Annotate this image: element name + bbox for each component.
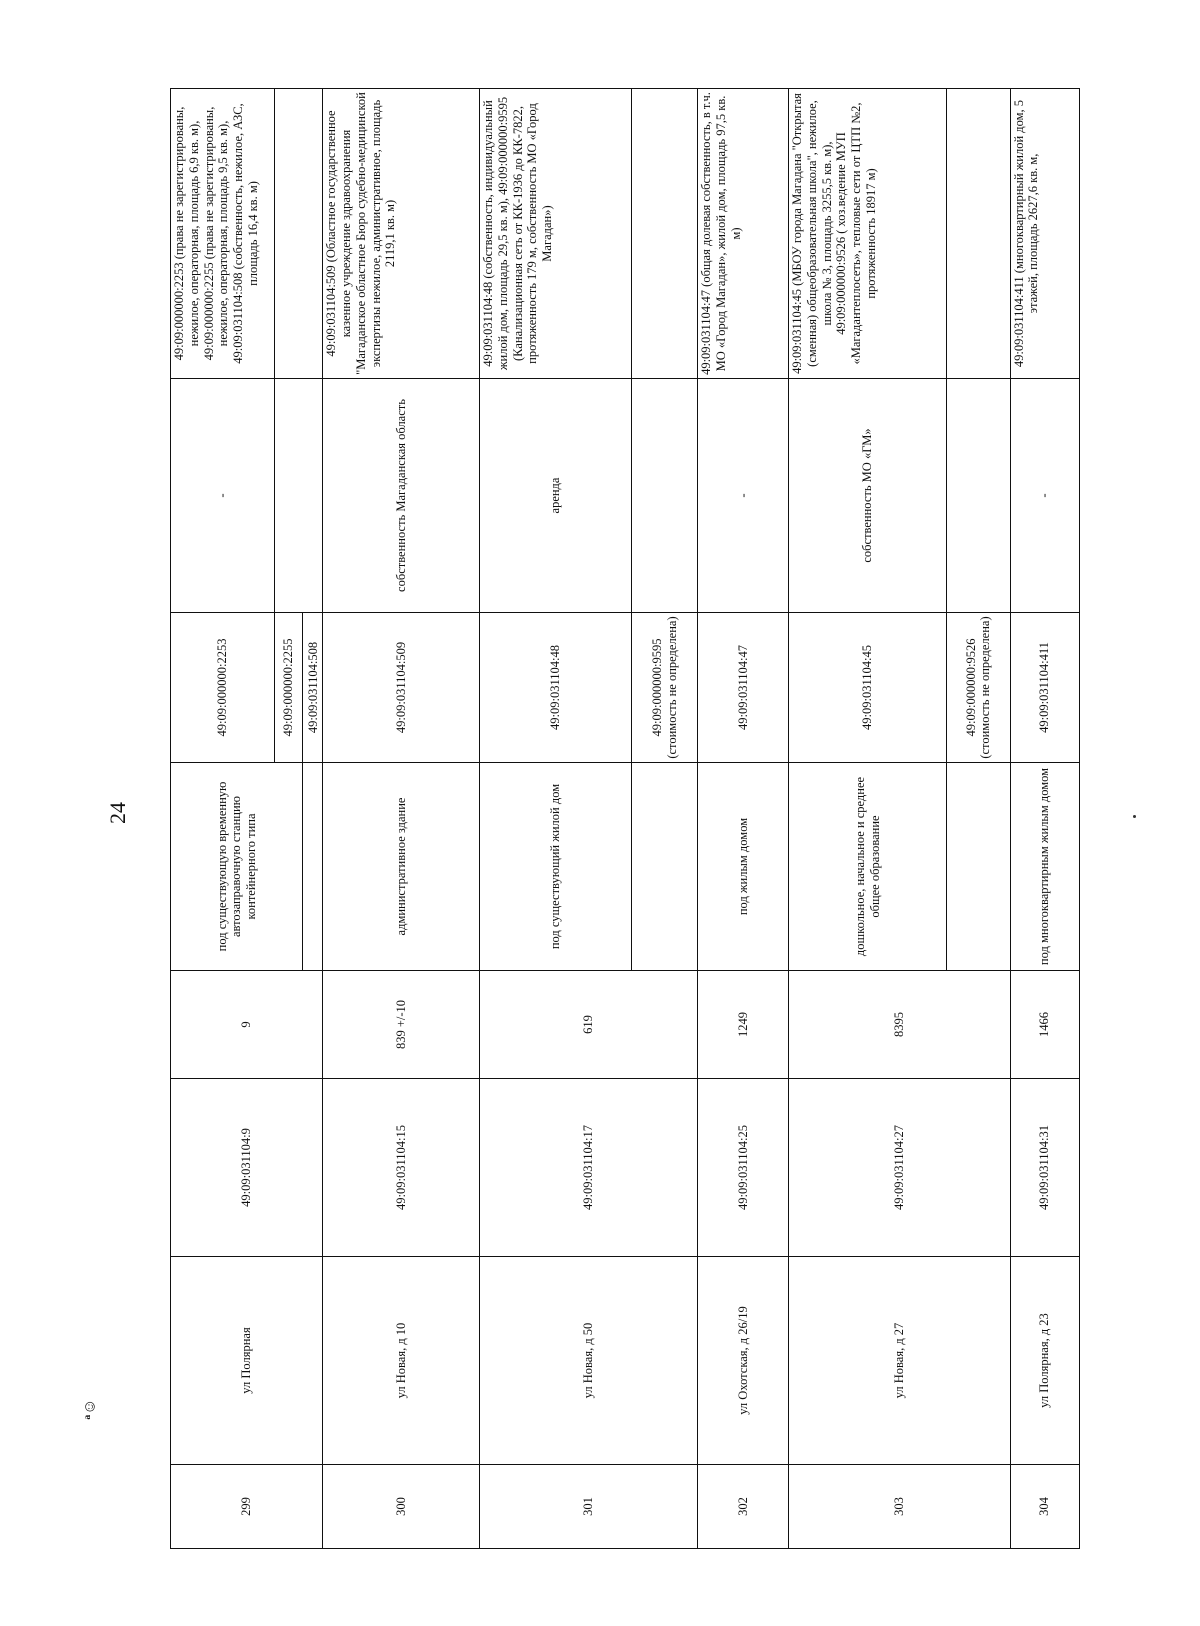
land-cadastral-number: 49:09:031104:9 [171,1079,323,1257]
object-cadastral-number: 49:09:031104:411 [1010,613,1079,763]
object-cadastral-number: 49:09:000000:2255 [274,613,302,763]
land-cadastral-number: 49:09:031104:25 [698,1079,789,1257]
purpose-cell: под многоквартирным жилым домом [1010,763,1079,971]
area-cell: 1466 [1010,971,1079,1079]
right-cell: аренда [480,379,632,613]
address-cell: ул Новая, д 10 [323,1257,480,1465]
table-row [1010,89,1079,1549]
row-number: 302 [698,1465,789,1549]
note-cell: 49:09:031104:45 (МБОУ города Магадана "Открытая (сменная) общеобразовательная школа", нежилое, школа № 3, площадь 3255,5 кв. м), 49:09:000000:9526 ( хоз.ведение МУП «Магадантеплосеть», тепловые сети от ЦТП №2, протяженность 18917 м) [789,89,947,379]
page-number: 24 [105,802,130,824]
address-cell: ул Новая, д 50 [480,1257,698,1465]
note-cell: 49:09:031104:509 (Областное государственное казенное учреждение здравоохранения "Магаданское областное Бюро судебно-медицинской экспертизы нежилое, административное, площадь 2119,1 кв. м) [323,89,480,379]
table-row [171,89,275,1549]
right-cell: - [171,379,275,613]
right-cell: собственность МО «ГМ» [789,379,947,613]
land-cadastral-number: 49:09:031104:31 [1010,1079,1079,1257]
address-cell: ул Охотская, д 26/19 [698,1257,789,1465]
address-cell: ул Новая, д 27 [789,1257,1010,1465]
object-cadastral-number: 49:09:031104:45 [789,613,947,763]
area-cell: 1249 [698,971,789,1079]
object-cadastral-number: 49:09:000000:9595 (стоимость не определена) [632,613,698,763]
right-cell [947,379,1011,613]
area-cell: 8395 [789,971,1010,1079]
row-number: 299 [171,1465,323,1549]
right-cell: собственность Магаданская область [323,379,480,613]
table-row [789,89,947,1549]
right-cell [632,379,698,613]
page-mark: ᵃ☺ [81,1398,99,1420]
land-registry-table [170,88,1080,1549]
address-cell: ул Полярная [171,1257,323,1465]
row-number: 303 [789,1465,1010,1549]
note-cell-empty [947,89,1011,379]
scan-speck [1133,815,1136,818]
right-cell [274,379,323,613]
area-cell: 839 +/-10 [323,971,480,1079]
object-cadastral-number: 49:09:031104:47 [698,613,789,763]
address-cell: ул Полярная, д 23 [1010,1257,1079,1465]
note-cell: 49:09:000000:2253 (права не зарегистрированы, нежилое, операторная, площадь 6,9 кв. м), 49:09:000000:2255 (права не зарегистрированы, нежилое, операторная, площадь 9,5 кв. м), 49:09:031104:508 (собственность, нежилое, АЗС, площадь 16,4 кв. м) [171,89,275,379]
purpose-cell: под жилым домом [698,763,789,971]
note-cell: 49:09:031104:411 (многоквартирный жилой дом, 5 этажей, площадь 2627,6 кв. м, [1010,89,1079,379]
land-cadastral-number: 49:09:031104:15 [323,1079,480,1257]
table-row [323,89,480,1549]
object-cadastral-number: 49:09:000000:9526 (стоимость не определена) [947,613,1011,763]
land-cadastral-number: 49:09:031104:17 [480,1079,698,1257]
right-cell: - [698,379,789,613]
table-row [480,89,632,1549]
object-cadastral-number: 49:09:031104:48 [480,613,632,763]
row-number: 301 [480,1465,698,1549]
note-cell: 49:09:031104:48 (собственность, индивидуальный жилой дом, площадь 29,5 кв. м), 49:09:000000:9595 (Канализационная сеть от КК-1936 до КК-7822, протяженность 179 м, собственность МО «Город Магадан») [480,89,632,379]
area-cell: 619 [480,971,698,1079]
purpose-cell-empty [947,763,1011,971]
purpose-cell-empty [303,763,323,971]
table-row [698,89,789,1549]
right-cell: - [1010,379,1079,613]
area-cell: 9 [171,971,323,1079]
row-number: 300 [323,1465,480,1549]
purpose-cell: дошкольное, начальное и среднее общее образование [789,763,947,971]
purpose-cell: административное здание [323,763,480,971]
object-cadastral-number: 49:09:000000:2253 [171,613,275,763]
registry-table-container [170,89,1080,1549]
purpose-cell: под существующий жилой дом [480,763,632,971]
land-cadastral-number: 49:09:031104:27 [789,1079,1010,1257]
note-cell-empty [632,89,698,379]
note-cell: 49:09:031104:47 (общая долевая собственность, в т.ч. МО «Город Магадан», жилой дом, площадь 97,5 кв. м) [698,89,789,379]
purpose-cell-empty [632,763,698,971]
note-cell-empty [274,89,323,379]
object-cadastral-number: 49:09:031104:508 [303,613,323,763]
row-number: 304 [1010,1465,1079,1549]
object-cadastral-number: 49:09:031104:509 [323,613,480,763]
purpose-cell: под существующую временную автозаправочную станцию контейнерного типа [171,763,303,971]
